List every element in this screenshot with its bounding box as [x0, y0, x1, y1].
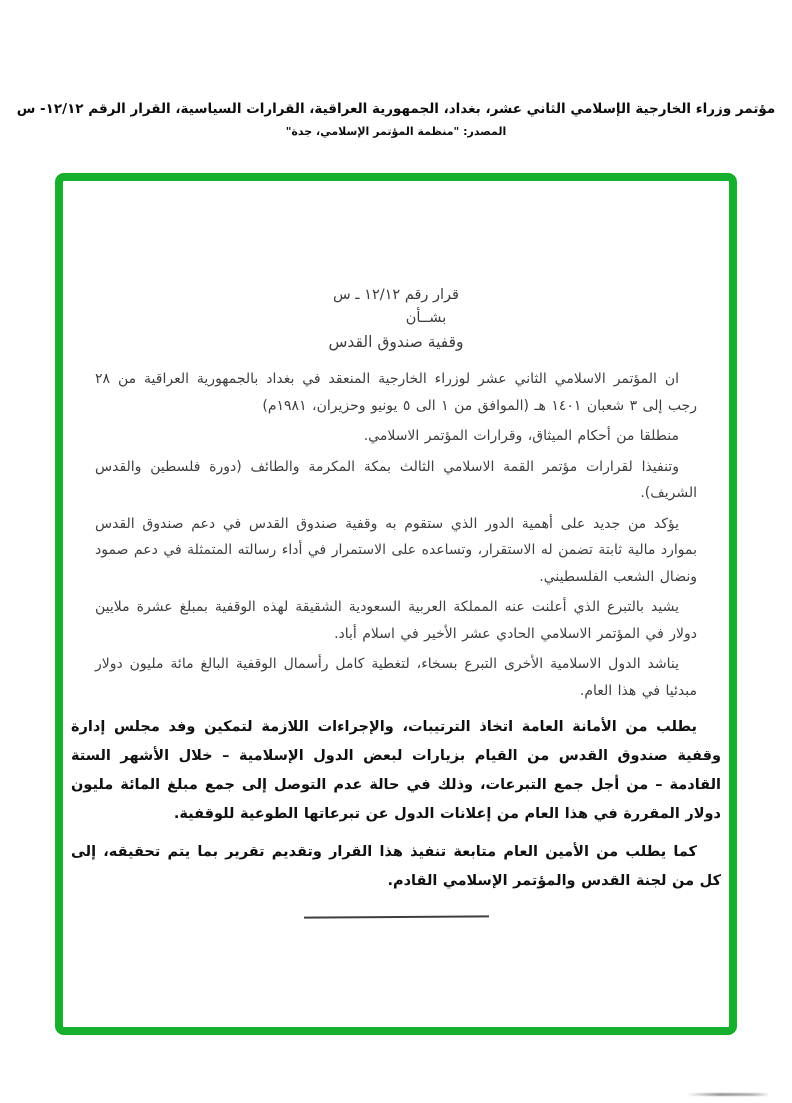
paragraph-saudi-donation: يشيد بالتبرع الذي أعلنت عنه المملكة العربية السعودية الشقيقة لهذه الوقفية بمبلغ عشرة ملايين دولار في المؤتمر الاسلامي الحادي عشر الأخير في اسلام أباد. [95, 599, 697, 642]
scanned-document [63, 181, 729, 1027]
paragraph-secretary-general-followup: كما يطلب من الأمين العام متابعة تنفيذ هذا القرار وتقديم تقرير بما يتم تحقيقه، إلى كل من لجنة القدس والمؤتمر الإسلامي القادم. [71, 844, 721, 889]
separator-line [303, 915, 488, 918]
decree-title-block [95, 287, 697, 351]
paragraph-secretariat-request: يطلب من الأمانة العامة اتخاذ الترتيبات، والإجراءات اللازمة لتمكين وفد مجلس إدارة وقفية صندوق القدس من القيام بزيارات لبعض الدول الإسلامية – خلال الأشهر الستة القادمة – من أجل جمع التبرعات، وذلك في حالة عدم التوصل إلى جمع مبلغ المائة مليون دولار المقررة في هذا العام من إعلانات الدول عن تبرعاتها الطوعية للوقفية. [71, 719, 721, 822]
decree-number: قرار رقم ١٢/١٢ ـ س [333, 287, 459, 303]
regarding-label: بشــأن [405, 310, 447, 326]
scan-artifact-mark [688, 1093, 768, 1096]
caption-title: مؤتمر وزراء الخارجية الإسلامي الثاني عشر، بغداد، الجمهورية العراقية، القرارات السياسية، القرار الرقم ١٢/١٢- س [16, 101, 776, 117]
paragraph-summit-implementation: وتنفيذا لقرارات مؤتمر القمة الاسلامي الثالث بمكة المكرمة والطائف (دورة فلسطين والقدس الشريف). [95, 458, 697, 501]
decree-subject: وقفية صندوق القدس [328, 333, 464, 351]
green-border-frame [55, 173, 737, 1035]
paragraph-appeal-for-donations: يناشد الدول الاسلامية الأخرى التبرع بسخاء، لتغطية كامل رأسمال الوقفية البالغ مائة مليون دولار مبدئيا في هذا العام. [95, 656, 697, 699]
paragraph-charter-basis: منطلقا من أحكام الميثاق، وقرارات المؤتمر الاسلامي. [363, 428, 679, 444]
document-caption [0, 101, 792, 138]
paragraph-reaffirm-fund-role: يؤكد من جديد على أهمية الدور الذي ستقوم به وقفية صندوق القدس في دعم صندوق القدس بموارد مالية ثابتة تضمن له الاستقرار، وتساعده على الاستمرار في أداء رسالته المتمثلة في دعم صمود ونضال الشعب الفلسطيني. [95, 515, 697, 585]
paragraph-session-info: ان المؤتمر الاسلامي الثاني عشر لوزراء الخارجية المنعقد في بغداد بالجمهورية العراقية من ٢٨ رجب إلى ٣ شعبان ١٤٠١ هـ (الموافق من ١ الى ٥ يونيو وحزيران، ١٩٨١م) [95, 371, 697, 414]
caption-source: المصدر: "منظمة المؤتمر الإسلامي، جدة" [285, 125, 507, 138]
